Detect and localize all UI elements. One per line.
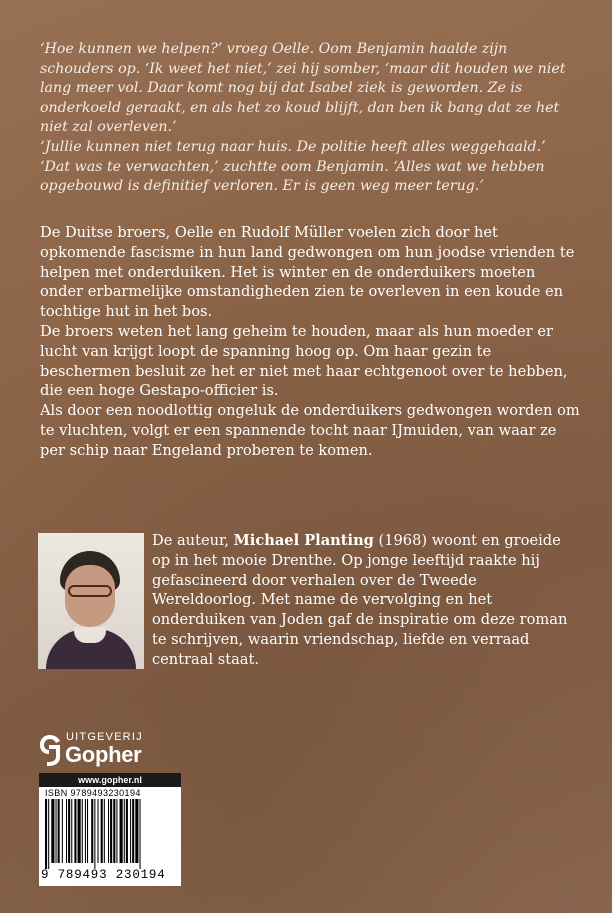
barcode-bar: [104, 799, 105, 863]
barcode-bar: [58, 799, 60, 863]
quote-line: ‘Jullie kunnen niet terug naar huis. De politie heeft alles weggehaald.’: [40, 138, 546, 155]
isbn-label: ISBN 9789493230194: [45, 788, 141, 798]
publisher-logo: [38, 731, 168, 771]
publisher-name: Gopher: [65, 742, 142, 767]
barcode-bar: [62, 799, 63, 863]
barcode-bar: [74, 799, 76, 863]
barcode-bar: [132, 799, 134, 863]
blurb-paragraph: De broers weten het lang geheim te houden, maar als hun moeder er lucht van krijgt loopt de spanning hoog op. Om haar gezin te beschermen besluit ze het er niet met haar echtgenoot over te hebben, die een hoge Gestapo-officier is.: [40, 322, 568, 400]
barcode-bar: [140, 799, 141, 869]
author-bio: [152, 531, 572, 670]
barcode-bar: [120, 799, 123, 863]
barcode-bar: [51, 799, 54, 863]
publisher-url: www.gopher.nl: [39, 773, 181, 787]
barcode-bar: [85, 799, 86, 863]
barcode-bar: [66, 799, 67, 863]
barcode-bar: [113, 799, 115, 863]
barcode-bar: [82, 799, 83, 863]
barcode-bar: [45, 799, 47, 869]
barcode-bar: [91, 799, 93, 863]
barcode-bar: [71, 799, 72, 863]
barcode-bar: [94, 799, 95, 869]
back-cover-quote: [40, 40, 580, 197]
author-bio-prefix: De auteur,: [152, 532, 234, 549]
author-name: Michael Planting: [233, 532, 374, 549]
blurb-paragraph: Als door een noodlottig ongeluk de onderduikers gedwongen worden om te vluchten, volgt er een spannende tocht naar IJmuiden, van waar ze per schip naar Engeland proberen te komen.: [40, 402, 580, 459]
barcode-bar: [48, 799, 49, 869]
quote-line: ‘Dat was te verwachten,’ zuchtte oom Benjamin. ‘Alles wat we hebben opgebouwd is definitief verloren. Er is geen weg meer terug.’: [40, 158, 545, 195]
author-photo: [38, 533, 144, 669]
barcode-bar: [56, 799, 57, 863]
isbn-barcode: [39, 773, 181, 886]
book-blurb: [40, 223, 580, 461]
barcode-bar: [68, 799, 70, 863]
barcode-bar: [101, 799, 103, 863]
barcode-digits: 9 789493 230194: [41, 868, 166, 882]
barcode-bar: [135, 799, 138, 863]
barcode-bar: [87, 799, 88, 863]
barcode-bar: [130, 799, 131, 863]
barcode-bar: [116, 799, 117, 863]
barcode-bar: [98, 799, 99, 863]
barcode-bar: [78, 799, 81, 863]
barcode-bar: [110, 799, 112, 863]
author-bio-text: (1968) woont en groeide op in het mooie Drenthe. Op jonge leeftijd raakte hij gefascineerd door verhalen over de Tweede Wereldoorlog. Met name de vervolging en het onderduiken van Joden gaf de inspiratie om deze roman te schrijven, waarin vriendschap, liefde en verraad centraal staat.: [152, 532, 568, 668]
gopher-g-logo-icon: [38, 733, 62, 767]
barcode-bar: [124, 799, 125, 863]
barcode-bar: [108, 799, 109, 863]
barcode-bar: [126, 799, 128, 863]
barcode-bars: [43, 799, 177, 869]
blurb-paragraph: De Duitse broers, Oelle en Rudolf Müller voelen zich door het opkomende fascisme in hun land gedwongen om hun joodse vrienden te helpen met onderduiken. Het is winter en de onderduikers moeten onder erbarmelijke omstandigheden zien te overleven in een koude en tochtige hut in het bos.: [40, 224, 575, 321]
quote-line: ‘Hoe kunnen we helpen?’ vroeg Oelle. Oom Benjamin haalde zijn schouders op. ‘Ik weet het niet,’ zei hij somber, ‘maar dit houden we niet lang meer vol. Daar komt nog bij dat Isabel ziek is geworden. Ze is onderkoeld geraakt, en als het zo koud blijft, dan ben ik bang dat ze het niet zal overleven.’: [40, 41, 566, 136]
publisher-label: UITGEVERIJ: [66, 731, 143, 743]
